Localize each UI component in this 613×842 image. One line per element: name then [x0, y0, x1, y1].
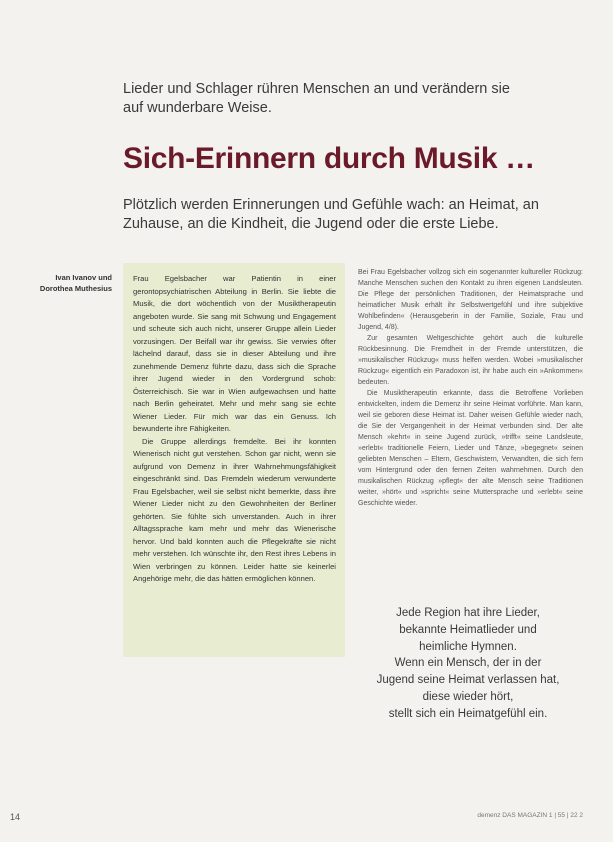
body-paragraph: Die Musiktherapeutin erkannte, dass die Betroffene Vorlieben entwickelten, indem die Demenz ihr seine Heimat vorführte. Man kann, weil sie geboren diese Heimat ist. Daher weisen Gefühle wieder nach, die Sie der Vergangenheit in der Heimat verbunden sind. Der alte Mensch »kehrt« in seine Jugend zurück, »trifft« seine Landsleute, »erlebt« traditionelle Feiern, Lieder und Tänze, »begegnet« seinen geliebten Menschen – Eltern, Geschwistern, Verwandten, die sich fern vom Hintergrund oder den fernen Zeiten wahrnehmen. Durch den musikalischen Rückzug »pflegt« der alte Mensch seine Traditionen weiter, »hört« und »spricht« seine Muttersprache und »erlebt« seine Geschichte wieder. [358, 390, 583, 507]
publication-footer: demenz DAS MAGAZIN 1 | 55 | 22 2 [477, 812, 583, 819]
page-number: 14 [10, 812, 21, 822]
intro-text: Lieder und Schlager rühren Menschen an und verändern sie auf wunderbare Weise. [123, 81, 510, 116]
quote-line: bekannte Heimatlieder und [399, 623, 537, 636]
case-story-box [123, 263, 345, 657]
author-line: Dorothea Muthesius [39, 284, 112, 293]
box-paragraph: Frau Egelsbacher war Patientin in einer gerontopsychiatrischen Abteilung in Berlin. Sie liebte die Musik, die dort wöchentlich von der Musiktherapeutin angeboten wurde. Sie sang mit Schwung und Engagement und scheute sich auch nicht, unserer Gruppe allein Lieder vorzusingen. Der Beifall war ihr gewiss. Sie verwies öfter lächelnd darauf, dass sie in dieser Abteilung und ihre zunehmende Demenz führte dazu, dass sich die Sprache ihrer Jugend wieder in den Vordergrund schob: Österreichisch. Sie war in Wien aufgewachsen und hatte nach Berlin geheiratet. Mehr und mehr sang sie echte Wiener Lieder. Für mich war das ein Genuss. Ich bewunderte ihre Fähigkeiten. [133, 274, 336, 433]
body-column [358, 267, 583, 509]
author-line: Ivan Ivanov und [55, 273, 112, 282]
box-paragraph: Die Gruppe allerdings fremdelte. Bei ihr konnten Wienerisch nicht gut verstehen. Schon gar nicht, wenn sie aufgrund von Demenz in ihrer Wahrnehmungsfähigkeit eingeschränkt sind. Das Fremdeln wiederum verwunderte Frau Egelsbacher, weil sie selbst nicht bemerkte, dass ihre Wiener Lieder nicht zu den Gewohnheiten der Berliner gehörten. Sie fühlte sich unverstanden. Auch in ihrer Alltagssprache kam mehr und mehr das Wienerische hervor. Und bald konnten auch die Pflegekräfte sie nicht mehr verstehen. Ich wünschte ihr, den Rest ihres Lebens in Wien verbringen zu können. Leider hatte sie keinerlei Angehörige mehr, die das hätten ermöglichen können. [133, 436, 336, 583]
quote-line: Jugend seine Heimat verlassen hat, [376, 674, 560, 687]
body-paragraph: Bei Frau Egelsbacher vollzog sich ein sogenannter kultureller Rückzug: Manche Menschen suchen den Kontakt zu ihren eigenen Landsleuten. Die Pflege der persönlichen Traditionen, der Heimatsprache und heimatlicher Musik erhält ihr Selbstwertgefühl und ihre subjektive Wohlbefinden« (Herausgeberin in der Familie, Soziale, Frau und Jugend, 4/8). [358, 269, 583, 331]
article-headline: Sich-Erinnern durch Musik … [123, 142, 535, 175]
author-byline [20, 272, 112, 294]
quote-line: heimliche Hymnen. [419, 640, 517, 653]
quote-line: Jede Region hat ihre Lieder, [396, 607, 540, 619]
quote-line: stellt sich ein Heimatgefühl ein. [388, 707, 548, 720]
body-paragraph: Zur gesamten Weltgeschichte gehört auch die kulturelle Rückbesinnung. Die Fremdheit in der Fremde unterstützen, die »musikalischer Rückzug« muss helfen werden. Wobei »musikalischer Rückzug« eigentlich ein Paradoxon ist, ihr habe auch ein »Ankommen« bedeuten. [358, 335, 583, 386]
quote-line: diese wieder hört, [422, 690, 514, 703]
lead-text: Plötzlich werden Erinnerungen und Gefühle wach: an Heimat, an Zuhause, an die Kindheit, die Jugend oder die erste Liebe. [123, 197, 539, 232]
quote-line: Wenn ein Mensch, der in der [394, 657, 542, 670]
pull-quote [352, 605, 584, 723]
